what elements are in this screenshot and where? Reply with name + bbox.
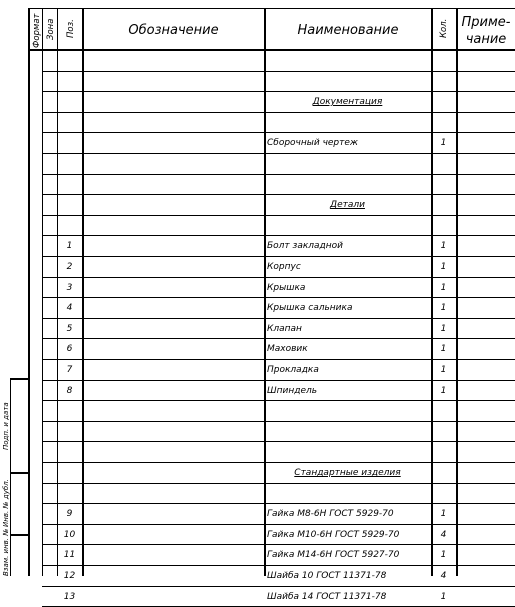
row-separator: [42, 565, 515, 566]
row-separator: [42, 544, 515, 545]
row-separator: [42, 462, 515, 463]
section-heading: Стандартные изделия: [294, 468, 401, 478]
column-divider: [456, 8, 458, 576]
row-separator: [42, 71, 515, 72]
header-designation: Обозначение: [128, 23, 219, 38]
row-name: Сборочный чертеж: [267, 138, 359, 149]
row-name: Прокладка: [267, 365, 319, 375]
row-separator: [42, 318, 515, 319]
stamp-inner-line: [10, 378, 11, 576]
row-qty: 1: [440, 262, 447, 272]
row-pos: 8: [66, 385, 73, 396]
row-qty: 1: [440, 344, 447, 355]
row-name: Шпиндель: [267, 385, 318, 396]
row-separator: [42, 112, 515, 113]
column-divider: [431, 8, 433, 576]
header-format: Формат: [32, 13, 42, 48]
header-bottom-border: [28, 49, 515, 51]
row-separator: [42, 441, 515, 442]
row-pos: 5: [66, 323, 73, 334]
row-pos: 11: [63, 550, 76, 561]
stamp-border: [10, 534, 28, 536]
row-name: Гайка М8-6Н ГОСТ 5929-70: [267, 509, 394, 520]
row-separator: [42, 483, 515, 484]
stamp-border: [10, 378, 28, 380]
side-label-inv-no: Взам. инв. №: [2, 528, 10, 576]
row-pos: 13: [63, 591, 76, 602]
row-qty: 1: [440, 591, 447, 602]
row-separator: [42, 400, 515, 401]
row-separator: [42, 586, 515, 587]
header-note-line1: Приме-: [461, 15, 511, 30]
row-name: Гайка М14-6Н ГОСТ 5927-70: [267, 550, 400, 561]
column-divider: [57, 8, 58, 576]
row-pos: 2: [66, 262, 73, 272]
row-qty: 1: [440, 509, 447, 520]
row-qty: 1: [440, 282, 447, 293]
row-name: Маховик: [267, 344, 308, 355]
row-separator: [42, 421, 515, 422]
row-pos: 7: [66, 365, 73, 375]
row-pos: 3: [66, 282, 73, 293]
row-pos: 1: [66, 241, 73, 252]
row-pos: 9: [66, 509, 73, 520]
header-pos: Поз.: [66, 19, 76, 38]
row-pos: 12: [63, 571, 76, 581]
row-name: Гайка М10-6Н ГОСТ 5929-70: [267, 529, 400, 540]
row-separator: [42, 380, 515, 381]
row-qty: 4: [440, 529, 447, 540]
header-qty: Кол.: [439, 18, 449, 38]
row-qty: 1: [440, 303, 447, 314]
section-heading: Документация: [312, 97, 383, 108]
row-qty: 4: [440, 571, 447, 581]
row-separator: [42, 91, 515, 92]
row-qty: 1: [440, 550, 447, 561]
row-qty: 1: [440, 138, 447, 149]
row-pos: 10: [63, 529, 76, 540]
row-separator: [42, 215, 515, 216]
row-separator: [42, 503, 515, 504]
header-name: Наименование: [297, 23, 399, 38]
header-note-line2: чание: [465, 32, 507, 47]
row-separator: [42, 256, 515, 257]
row-separator: [42, 338, 515, 339]
row-separator: [42, 277, 515, 278]
row-name: Корпус: [267, 262, 301, 272]
header-top-border: [28, 8, 515, 9]
column-divider: [28, 8, 30, 576]
row-separator: [42, 194, 515, 195]
row-qty: 1: [440, 241, 447, 252]
row-separator: [42, 235, 515, 236]
row-pos: 6: [66, 344, 73, 355]
row-separator: [42, 297, 515, 298]
row-separator: [42, 132, 515, 133]
row-qty: 1: [440, 323, 447, 334]
section-heading: Детали: [330, 200, 365, 211]
row-qty: 1: [440, 365, 447, 375]
row-name: Клапан: [267, 323, 302, 334]
row-name: Шайба 10 ГОСТ 11371-78: [267, 571, 387, 581]
column-divider: [264, 8, 266, 576]
column-divider: [42, 8, 43, 576]
row-name: Крышка: [267, 282, 306, 293]
side-label-dup-inv: Инв. № дубл.: [2, 479, 10, 527]
row-separator: [42, 524, 515, 525]
row-separator: [42, 359, 515, 360]
row-separator: [42, 153, 515, 154]
column-divider: [82, 8, 84, 576]
row-separator: [42, 174, 515, 175]
stamp-border: [10, 472, 28, 474]
header-zone: Зона: [46, 18, 56, 40]
side-label-sign-date: Подп. и дата: [2, 402, 10, 450]
row-pos: 4: [66, 303, 73, 314]
row-name: Крышка сальника: [267, 303, 353, 314]
row-qty: 1: [440, 385, 447, 396]
row-name: Шайба 14 ГОСТ 11371-78: [267, 591, 387, 602]
row-name: Болт закладной: [267, 241, 344, 252]
